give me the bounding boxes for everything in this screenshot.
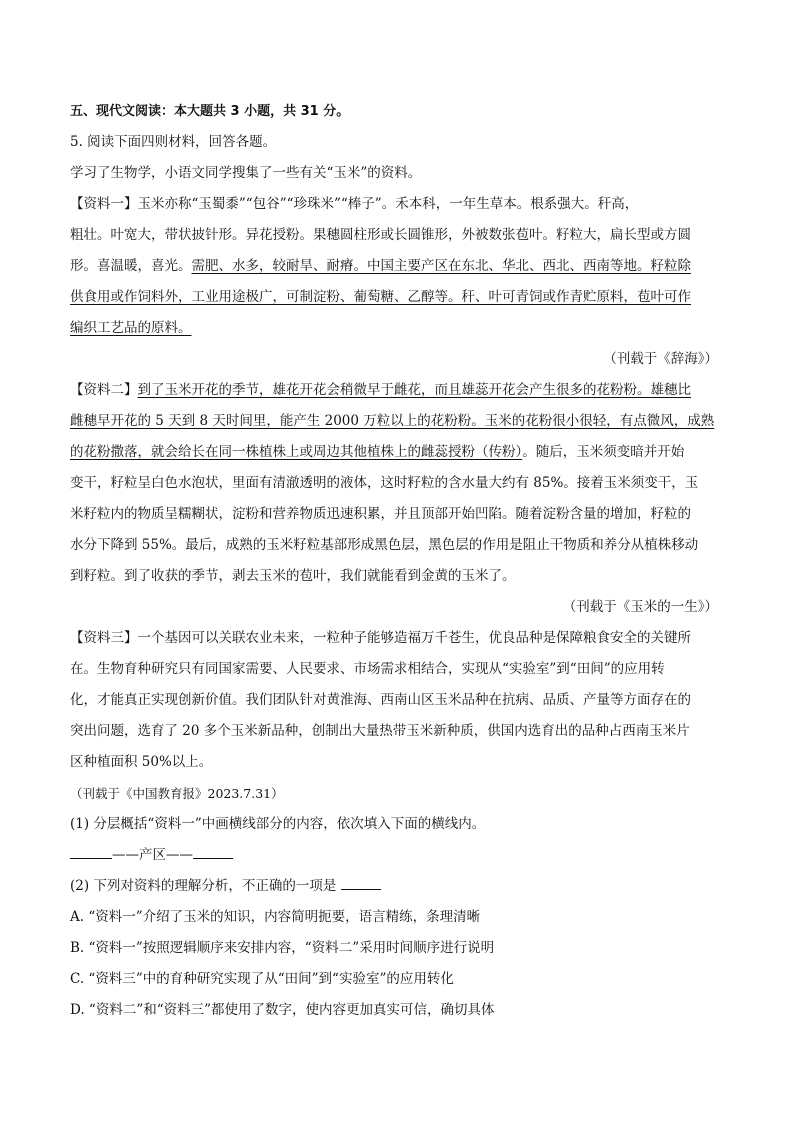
material-2-underlined-text: 的花粉撒落，就会给长在同一株植株上或周边其他植株上的雌蕊授粉（传粉）	[70, 444, 523, 460]
material-2-line	[70, 375, 724, 406]
material-2-line	[70, 437, 724, 468]
option-b[interactable]: B. “资料一”按照逻辑顺序来安排内容，“资料二”采用时间顺序进行说明	[70, 940, 495, 956]
material-2	[70, 375, 724, 623]
question-intro: 学习了生物学，小语文同学搜集了一些有关“玉米”的资料。	[70, 165, 422, 181]
option-d[interactable]: D. “资料二”和“资料三”都使用了数字，使内容更加真实可信，确切具体	[70, 1002, 495, 1018]
exam-page	[70, 96, 724, 1026]
option-a[interactable]: A. “资料一”介绍了玉米的知识，内容简明扼要，语言精练，条理清晰	[70, 909, 481, 925]
material-3-line: 突出问题，选育了 20 多个玉米新品种，创制出大量热带玉米新种质，供国内选育出的品种占西南玉米片	[70, 723, 690, 739]
material-1-line: 【资料一】玉米亦称“玉蜀黍”“包谷”“珍珠米”“棒子”。禾本科，一年生草本。根系强大。秆高，	[70, 196, 639, 212]
answer-middle-text: ——产区——	[112, 847, 193, 863]
subquestion-1-prompt: (1) 分层概括“资料一”中画横线部分的内容，依次填入下面的横线内。	[70, 816, 486, 832]
material-1-line	[70, 313, 724, 344]
option-c[interactable]: C. “资料三”中的育种研究实现了从“田间”到“实验室”的应用转化	[70, 971, 454, 987]
material-1-underlined-line: 供食用或作饲料外，工业用途极广，可制淀粉、葡萄糖、乙醇等。秆、叶可青饲或作青贮原料，苞叶可作	[70, 289, 691, 305]
answer-blank-2[interactable]	[193, 844, 233, 859]
question-prompt: 5. 阅读下面四则材料，回答各题。	[70, 134, 277, 150]
section-title: 五、现代文阅读：本大题共 3 小题，共 31 分。	[70, 104, 350, 119]
material-3-line: 化，才能真正实现创新价值。我们团队针对黄淮海、西南山区玉米品种在抗病、品质、产量等方面存在的	[70, 692, 691, 708]
material-1-underlined-text: 编织工艺品的原料。	[70, 320, 192, 336]
material-1-underlined-text: 需肥、水多，较耐旱、耐瘠。中国主要产区在东北、华北、西北、西南等地。籽粒除	[191, 258, 691, 274]
material-1	[70, 189, 724, 375]
material-2-text: 。随后，玉米须变暗并开始	[522, 444, 685, 460]
material-2-line: 水分下降到 55%。最后，成熟的玉米籽粒基部形成黑色层，黑色层的作用是阻止干物质和养分从植株移动	[70, 537, 699, 553]
material-2-line: 到籽粒。到了收获的季节，剥去玉米的苞叶，我们就能看到金黄的玉米了。	[70, 568, 516, 584]
material-2-source: （刊载于《玉米的一生》）	[562, 599, 718, 615]
material-3	[70, 623, 724, 809]
material-2-label: 【资料二】	[70, 382, 138, 398]
material-3-source: （刊载于《中国教育报》2023.7.31）	[70, 786, 284, 801]
material-2-line: 变干，籽粒呈白色水泡状，里面有清澈透明的液体，这时籽粒的含水量大约有 85%。接着玉米须变干，玉	[70, 475, 699, 491]
subquestion-1-answer-line	[70, 840, 724, 871]
material-2-line: 米籽粒内的物质呈糯糊状，淀粉和营养物质迅速积累，并且顶部开始凹陷。随着淀粉含量的增加，籽粒的	[70, 506, 691, 522]
answer-blank-1[interactable]	[70, 844, 112, 859]
material-1-line	[70, 251, 724, 282]
material-2-underlined-line: 雌穗早开花的 5 天到 8 天时间里，能产生 2000 万粒以上的花粉粉。玉米的花粉很小很轻，有点微风，成熟	[70, 413, 715, 429]
material-3-line: 【资料三】一个基因可以关联农业未来，一粒种子能够造福万千苍生，优良品种是保障粮食安全的关键所	[70, 630, 691, 646]
material-1-text: 形。喜温暖，喜光。	[70, 258, 192, 274]
material-3-line: 在。生物育种研究只有同国家需要、人民要求、市场需求相结合，实现从“实验室”到“田间”的应用转	[70, 661, 665, 677]
subquestion-2-prompt: (2) 下列对资料的理解分析，不正确的一项是	[70, 878, 337, 894]
material-2-underlined-text: 到了玉米开花的季节，雄花开花会稍微早于雌花，而且雄蕊开花会产生很多的花粉粉。雄穗比	[137, 382, 691, 398]
material-1-line: 粗壮。叶宽大，带状披针形。异花授粉。果穗圆柱形或长圆锥形，外被数张苞叶。籽粒大，扁长型或方圆	[70, 227, 691, 243]
material-3-line: 区种植面积 50%以上。	[70, 754, 213, 770]
material-1-source: （刊载于《辞海》）	[603, 351, 718, 367]
answer-blank-3[interactable]	[341, 875, 381, 890]
subquestion-2-prompt-line	[70, 871, 724, 902]
